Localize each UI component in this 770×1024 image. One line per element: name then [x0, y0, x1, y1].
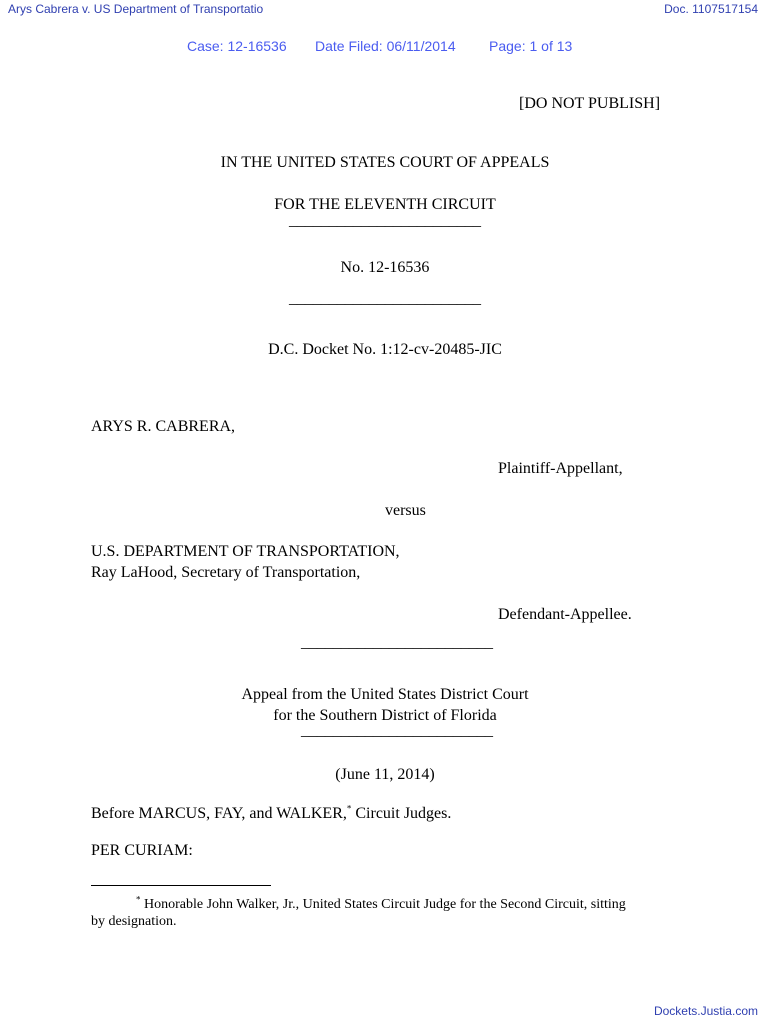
page-stamp: Page: 1 of 13 — [489, 38, 573, 54]
case-number: No. 12-16536 — [340, 259, 430, 276]
separator: ________________________ — [289, 290, 481, 307]
footnote-rule — [91, 885, 271, 886]
circuit-title: FOR THE ELEVENTH CIRCUIT — [274, 196, 496, 213]
plaintiff-role: Plaintiff-Appellant, — [498, 460, 623, 477]
docket-number: D.C. Docket No. 1:12-cv-20485-JIC — [268, 341, 502, 358]
date-filed-stamp: Date Filed: 06/11/2014 — [315, 38, 456, 54]
panel-judges: Before MARCUS, FAY, and WALKER, — [91, 805, 347, 822]
footnote-marker: * — [346, 803, 352, 814]
publish-note: [DO NOT PUBLISH] — [519, 95, 661, 112]
justia-link[interactable]: Dockets.Justia.com — [653, 1004, 758, 1018]
panel-line — [91, 805, 451, 823]
panel-suffix: Circuit Judges. — [351, 805, 452, 822]
footnote-line-2: by designation. — [91, 914, 177, 929]
document-title: Arys Cabrera v. US Department of Transportatio — [8, 2, 264, 16]
plaintiff-name: ARYS R. CABRERA, — [91, 418, 236, 435]
defendant-role: Defendant-Appellee. — [498, 606, 632, 623]
court-title: IN THE UNITED STATES COURT OF APPEALS — [220, 154, 550, 171]
defendant-name: U.S. DEPARTMENT OF TRANSPORTATION, — [91, 543, 400, 560]
document-number: Doc. 1107517154 — [664, 2, 758, 16]
defendant-secretary: Ray LaHood, Secretary of Transportation, — [91, 564, 361, 581]
appeal-line-2: for the Southern District of Florida — [273, 707, 497, 724]
footnote-line-1 — [136, 894, 626, 913]
decision-date: (June 11, 2014) — [335, 766, 435, 783]
separator: ________________________ — [289, 212, 481, 229]
versus-text: versus — [385, 502, 426, 519]
appeal-line-1: Appeal from the United States District Court — [241, 686, 529, 703]
separator: ________________________ — [301, 634, 493, 651]
case-stamp: Case: 12-16536 — [187, 38, 287, 54]
per-curiam: PER CURIAM: — [91, 842, 193, 859]
footnote-text: Honorable John Walker, Jr., United States Circuit Judge for the Second Circuit, sitting — [140, 897, 626, 912]
separator: ________________________ — [301, 722, 493, 739]
footnote-mark: * — [136, 894, 141, 905]
